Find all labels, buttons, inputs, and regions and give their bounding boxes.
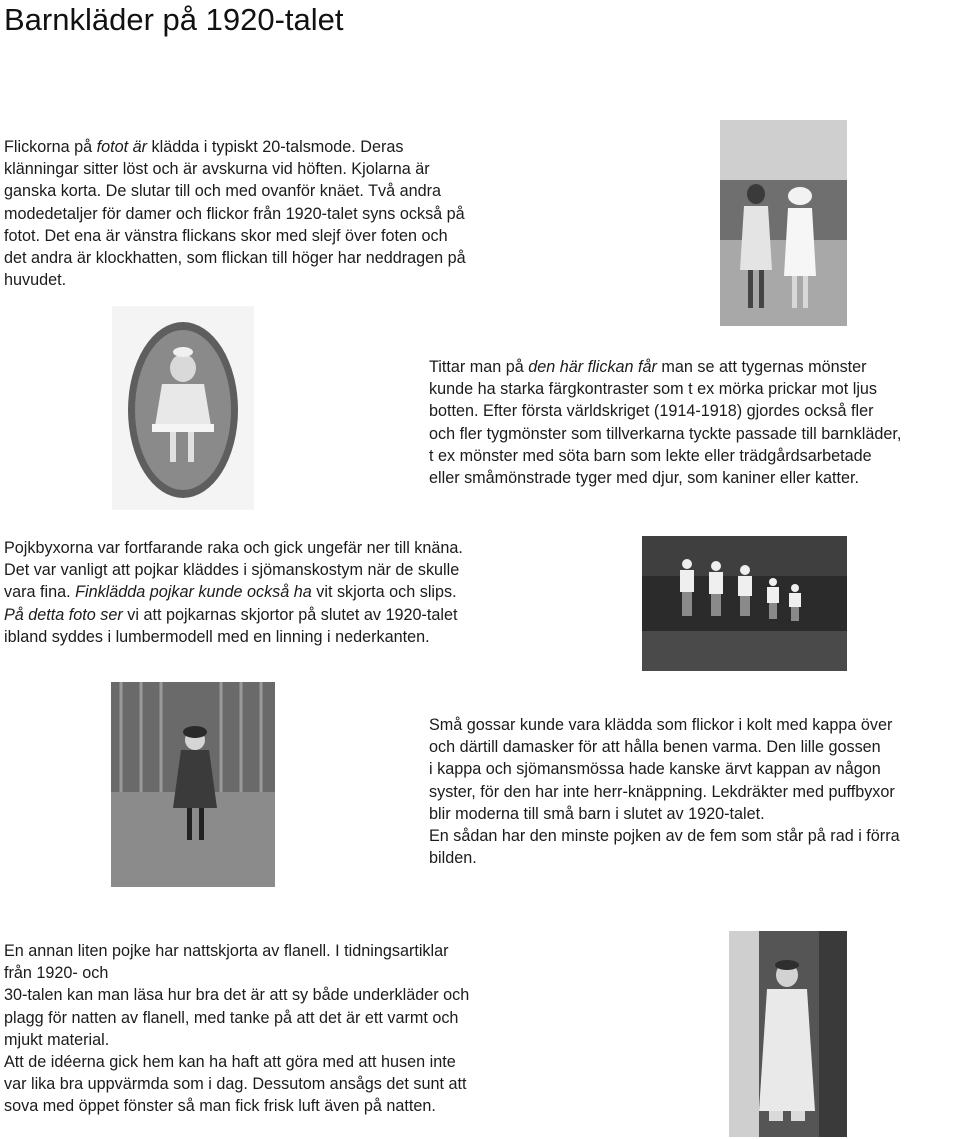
- paragraph-girls: [4, 136, 466, 291]
- text-run: Pojkbyxorna var fortfarande raka och gick ungefär ner till knäna.: [4, 539, 463, 557]
- text-run: fotot. Det ena är vänstra flickans skor med slejf över foten och: [4, 226, 448, 245]
- text-line: [4, 604, 463, 626]
- text-line: [429, 356, 901, 378]
- text-run: det andra är klockhatten, som flickan till höger har neddragen på: [4, 249, 466, 268]
- text-run: ibland syddes i lumbermodell med en linning i nederkanten.: [4, 627, 430, 646]
- text-line: [429, 467, 901, 489]
- text-line: [4, 626, 463, 648]
- photo-five-boys: [642, 536, 847, 671]
- text-line: [429, 736, 900, 758]
- text-line: [4, 1073, 469, 1095]
- text-line: [4, 559, 463, 581]
- text-run: Tittar man på: [429, 358, 529, 376]
- text-run: bilden.: [429, 849, 477, 868]
- text-line: [429, 445, 901, 467]
- text-line: [4, 269, 466, 291]
- photo-girl-oval-portrait: [112, 306, 254, 510]
- text-run: sova med öppet fönster så man fick frisk luft även på natten.: [4, 1097, 436, 1116]
- text-line: [429, 758, 900, 780]
- text-line: [4, 962, 469, 984]
- text-line: [4, 581, 463, 603]
- page-title: Barnkläder på 1920-talet: [4, 2, 344, 37]
- text-run: 30-talen kan man läsa hur bra det är att sy både underkläder och: [4, 986, 470, 1005]
- text-line: [4, 940, 469, 962]
- text-line: [429, 378, 901, 400]
- text-line: [429, 803, 900, 825]
- text-run: eller småmönstrade tyger med djur, som kaniner eller katter.: [429, 469, 860, 488]
- text-run: klänningar sitter löst och är avskurna vid höften. Kjolarna är: [4, 160, 430, 179]
- text-run: klädda i typiskt 20-talsmode. Deras: [147, 138, 404, 156]
- paragraph-boys-trousers: [4, 537, 463, 648]
- text-run: Flickorna på: [4, 138, 97, 156]
- text-run: Att de idéerna gick hem kan ha haft att göra med att husen inte: [4, 1053, 456, 1072]
- text-run: var lika bra uppvärmda som i dag. Dessutom ansågs det sunt att: [4, 1075, 467, 1094]
- text-run: plagg för natten av flanell, med tanke på att det är ett varmt och: [4, 1008, 459, 1027]
- text-run: En annan liten pojke har nattskjorta av flanell. I tidningsartiklar: [4, 942, 449, 960]
- text-run: t ex mönster med söta barn som lekte eller trädgårdsarbetade: [429, 446, 872, 465]
- text-line: [429, 825, 900, 847]
- text-run: man se att tygernas mönster: [656, 358, 867, 376]
- text-run: och därtill damasker för att hålla benen varma. Den lille gossen: [429, 738, 881, 757]
- text-run: ganska korta. De slutar till och med ovanför knäet. Två andra: [4, 182, 441, 201]
- text-line: [4, 1095, 469, 1117]
- text-run: Det var vanligt att pojkar kläddes i sjömanskostym när de skulle: [4, 561, 460, 580]
- text-run: En sådan har den minste pojken av de fem som står på rad i förra: [429, 827, 900, 846]
- text-run: botten. Efter första världskriget (1914-1918) gjordes också fler: [429, 402, 874, 421]
- text-line: [4, 136, 466, 158]
- text-line: [4, 1007, 469, 1029]
- text-run: huvudet.: [4, 271, 67, 290]
- photo-boy-in-coat: [111, 682, 275, 887]
- paragraph-nightshirt: [4, 940, 469, 1118]
- text-run: kunde ha starka färgkontraster som t ex mörka prickar mot ljus: [429, 380, 878, 399]
- text-run: från 1920- och: [4, 964, 109, 983]
- text-line: [4, 1029, 469, 1051]
- text-run: blir moderna till små barn i slutet av 1920-talet.: [429, 804, 765, 823]
- italic-text: den här flickan får: [528, 358, 657, 376]
- text-run: syster, för den har inte herr-knäppning. Lekdräkter med puffbyxor: [429, 782, 895, 801]
- italic-text: fotot är: [96, 138, 148, 156]
- photo-two-girls: [720, 120, 847, 326]
- text-line: [4, 158, 466, 180]
- text-run: modedetaljer för damer och flickor från 1920-talet syns också på: [4, 204, 465, 223]
- text-line: [4, 984, 469, 1006]
- photo-boy-in-nightshirt: [729, 931, 847, 1137]
- text-run: i kappa och sjömansmössa hade kanske ärvt kappan av någon: [429, 760, 881, 779]
- text-line: [429, 781, 900, 803]
- text-line: [4, 247, 466, 269]
- italic-text: På detta foto ser: [4, 605, 123, 624]
- italic-text: Finklädda pojkar kunde också ha: [75, 583, 312, 602]
- text-line: [429, 400, 901, 422]
- text-line: [4, 203, 466, 225]
- text-run: mjukt material.: [4, 1030, 110, 1049]
- paragraph-small-boys: [429, 714, 900, 869]
- text-line: [429, 423, 901, 445]
- text-run: Små gossar kunde vara klädda som flickor i kolt med kappa över: [429, 716, 893, 734]
- text-line: [4, 225, 466, 247]
- paragraph-patterns: [429, 356, 901, 489]
- text-run: vit skjorta och slips.: [311, 583, 457, 602]
- text-line: [4, 537, 463, 559]
- text-line: [429, 714, 900, 736]
- text-line: [429, 847, 900, 869]
- text-run: vara fina.: [4, 583, 76, 602]
- text-run: vi att pojkarnas skjortor på slutet av 1920-talet: [122, 605, 458, 624]
- text-line: [4, 180, 466, 202]
- text-line: [4, 1051, 469, 1073]
- text-run: och fler tygmönster som tillverkarna tyckte passade till barnkläder,: [429, 424, 902, 443]
